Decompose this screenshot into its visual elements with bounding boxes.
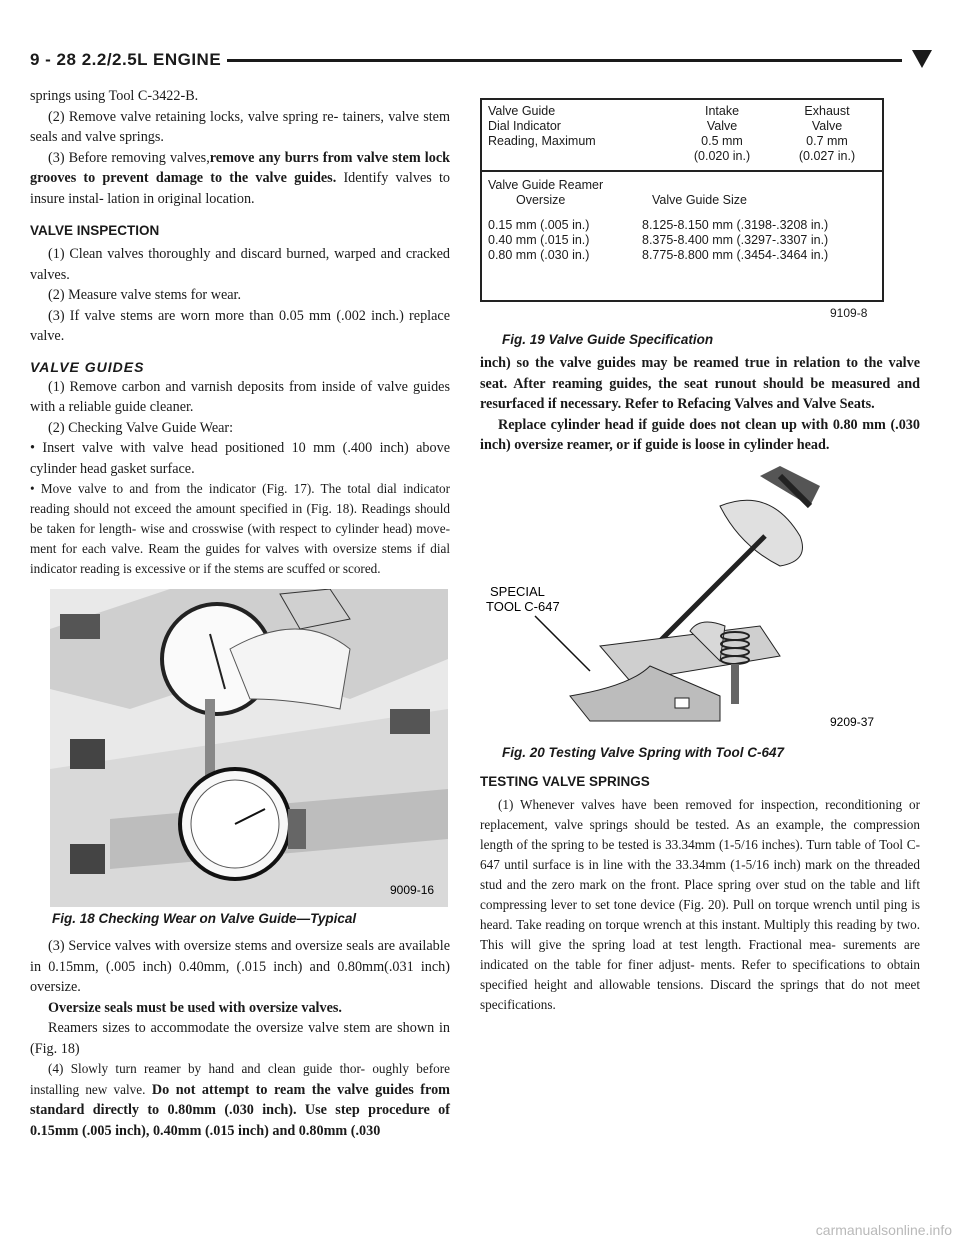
header-triangle-icon xyxy=(912,50,932,68)
table-header: Dial Indicator xyxy=(488,119,561,133)
page-header-title: 9 - 28 2.2/2.5L ENGINE xyxy=(30,50,227,70)
figure-20-id: 9209-37 xyxy=(830,714,875,729)
paragraph xyxy=(30,148,450,210)
figure-20-caption: Fig. 20 Testing Valve Spring with Tool C-647 xyxy=(502,744,785,760)
section-heading-testing-valve-springs: TESTING VALVE SPRINGS xyxy=(480,773,650,789)
left-column xyxy=(30,86,450,1141)
paragraph: (3) Service valves with oversize stems and oversize seals are available in 0.15mm, (.005 inch) 0.40mm, (.015 inch) and 0.80mm(.031 inch) oversize. xyxy=(30,938,450,995)
section-heading-valve-inspection: VALVE INSPECTION xyxy=(30,223,160,238)
paragraph: (3) If valve stems are worn more than 0.05 mm (.002 inch.) replace valve. xyxy=(30,307,450,344)
bold-paragraph: Replace cylinder head if guide does not clean up with 0.80 mm (.030 inch) oversize reamer, or if guide is loose in cylinder head. xyxy=(480,416,920,453)
table-cell: (0.027 in.) xyxy=(798,149,856,163)
bullet-paragraph: • Move valve to and from the indicator (Fig. 17). The total dial indicator reading should not exceed the amount specified in (Fig. 18). Readings should be taken for length- wise and crosswise (with respect to cylinder head) move- ment for each valve. Ream the guides for valves with oversize stems if dial indicator reading is excessive or if the stems are scuffed or scored. xyxy=(30,481,450,576)
table-cell: (0.020 in.) xyxy=(693,149,751,163)
text: Identify valves to insure instal- lation in original location. xyxy=(30,170,450,207)
dial-indicator-illustration xyxy=(50,589,448,907)
right-column xyxy=(480,84,920,1015)
figure-20-label: TOOL C-647 xyxy=(486,598,560,614)
table-cell: 0.7 mm xyxy=(806,134,848,148)
text: (3) Before removing valves, xyxy=(48,149,210,166)
bold-paragraph: Oversize seals must be used with oversize valves. xyxy=(48,999,342,1016)
watermark: carmanualsonline.info xyxy=(815,1222,952,1238)
table-header: Exhaust xyxy=(804,104,850,118)
paragraph: (1) Remove carbon and varnish deposits from inside of valve guides with a reliable guide cleaner. xyxy=(30,378,450,415)
bold-text: Do not attempt to ream the valve guides from standard directly to 0.80mm (.030 inch). Use step procedure of 0.15mm (.005 inch), 0.40mm (.015 inch) and 0.80mm (.030 xyxy=(30,1081,450,1139)
table-header: Valve xyxy=(706,119,738,133)
paragraph: (1) Whenever valves have been removed for inspection, reconditioning or replacement, valve springs should be tested. As an example, the compression length of the spring to be tested is 33.34mm (1-5/16 inches). Turn table of Tool C-647 until surface is in line with the 33.34mm (1-5/16 inch) mark on the threaded stud and the zero mark on the front. Place spring over stud on the table and lift compressing lever to set tone device (Fig. 20). Pull on torque wrench until ping is heard. Take reading on torque wrench at this instant. Multiply this reading by two. This will give the spring load at test length. Fractional mea- surements are indicated on the table for finer adjust- ments. Refer to specifications to obtain specified height and allowable tensions. Discard the springs that do not meet specifications. xyxy=(480,796,920,1012)
section-heading-valve-guides: VALVE GUIDES xyxy=(30,358,145,375)
table-cell: 0.5 mm xyxy=(701,134,743,148)
valve-guide-spec-table xyxy=(480,98,884,320)
figure-18-dial-indicator-photo xyxy=(50,589,448,907)
paragraph xyxy=(30,1059,450,1141)
table-header: Valve xyxy=(811,119,843,133)
table-cell: 8.775-8.800 mm (.3454-.3464 in.) xyxy=(642,248,829,262)
paragraph: (2) Checking Valve Guide Wear: xyxy=(48,419,234,436)
table-header: Valve Guide Size xyxy=(652,193,747,207)
table-header: Oversize xyxy=(516,193,566,207)
table-header: Intake xyxy=(704,104,740,118)
table-cell: 0.40 mm (.015 in.) xyxy=(488,233,590,247)
bullet-paragraph: • Insert valve with valve head positioned 10 mm (.400 inch) above cylinder head gasket surface. xyxy=(30,440,450,477)
table-cell: 0.15 mm (.005 in.) xyxy=(488,218,590,232)
table-cell: 0.80 mm (.030 in.) xyxy=(488,248,590,262)
figure-19-caption: Fig. 19 Valve Guide Specification xyxy=(502,332,714,347)
paragraph: (1) Clean valves thoroughly and discard burned, warped and cracked valves. xyxy=(30,246,450,283)
paragraph: springs using Tool C-3422-B. xyxy=(30,88,199,104)
figure-20-label: SPECIAL xyxy=(490,583,545,599)
table-cell: 8.125-8.150 mm (.3198-.3208 in.) xyxy=(642,218,829,232)
spring-tester-drawing xyxy=(480,466,900,741)
paragraph: (2) Remove valve retaining locks, valve spring re- tainers, valve stem seals and valve springs. xyxy=(30,108,450,145)
bold-text: remove any burrs from valve stem lock grooves to prevent damage to the valve guides. xyxy=(30,149,451,186)
table-header: Valve Guide xyxy=(488,104,556,118)
table-divider xyxy=(482,170,882,172)
paragraph: (2) Measure valve stems for wear. xyxy=(48,287,242,303)
table-cell: 8.375-8.400 mm (.3297-.3307 in.) xyxy=(642,233,829,247)
text: (4) Slowly turn reamer by hand and clean guide thor- oughly before installing new valve. xyxy=(30,1061,450,1097)
table-header: Valve Guide Reamer xyxy=(488,178,604,192)
figure-18-id: 9009-16 xyxy=(390,883,435,897)
figure-20-spring-tester-illustration xyxy=(480,466,900,741)
bold-paragraph: inch) so the valve guides may be reamed true in relation to the valve seat. After reaming guides, the seat runout should be measured and resurfaced if necessary. Refer to Refacing Valves and Valve Seats. xyxy=(480,355,920,412)
figure-19-id: 9109-8 xyxy=(830,306,868,320)
page-header xyxy=(30,50,932,72)
table-header: Reading, Maximum xyxy=(488,134,596,148)
figure-18-caption: Fig. 18 Checking Wear on Valve Guide—Typical xyxy=(52,911,357,926)
paragraph: Reamers sizes to accommodate the oversize valve stem are shown in (Fig. 18) xyxy=(30,1020,450,1057)
